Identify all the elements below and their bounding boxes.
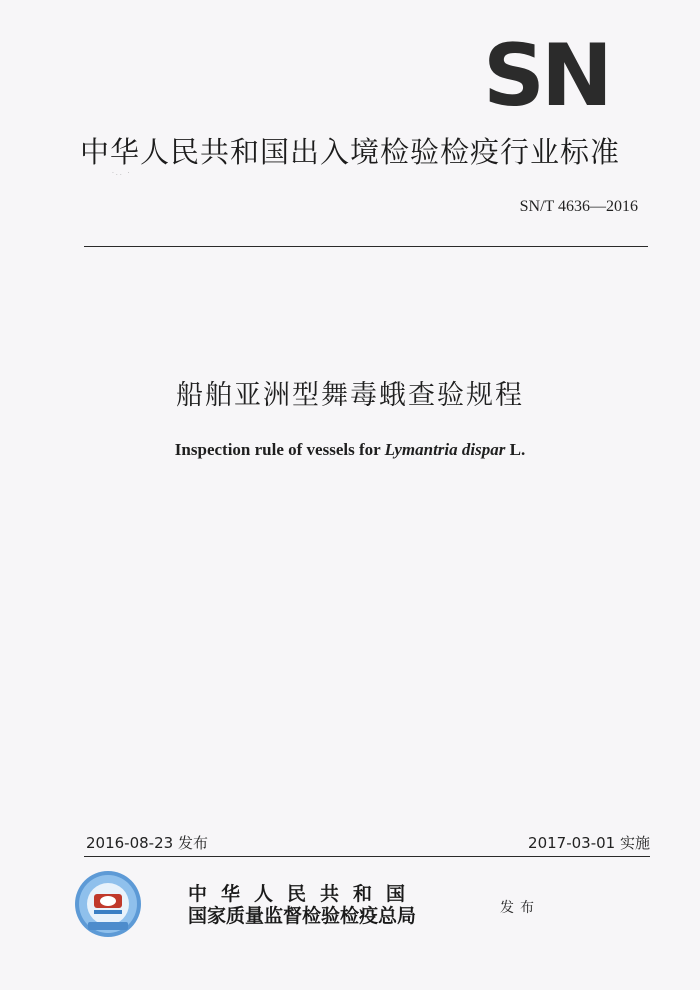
publish-label: 发布 <box>500 900 540 916</box>
english-title <box>0 440 700 460</box>
sn-logo-text: SN <box>483 37 609 113</box>
scan-artifact: ·.. · <box>112 170 132 177</box>
issuer-agency: 国家质量监督检验检疫总局 <box>188 905 417 927</box>
sn-logo <box>476 37 616 113</box>
chinese-title: 船舶亚洲型舞毒蛾查验规程 <box>176 380 524 411</box>
standard-number: SN/T 4636—2016 <box>519 198 638 215</box>
issuer-block <box>188 884 488 928</box>
footer-divider <box>84 856 650 857</box>
implementation-date: 2017-03-01 实施 <box>528 834 650 852</box>
anti-counterfeit-seal-icon <box>74 870 142 938</box>
header-divider <box>84 246 648 247</box>
english-title-prefix: Inspection rule of vessels for <box>174 440 385 459</box>
issue-date: 2016-08-23 发布 <box>86 834 208 852</box>
english-title-species: Lymantria dispar <box>384 440 506 459</box>
english-title-suffix: L. <box>505 440 526 459</box>
industry-standard-title: 中华人民共和国出入境检验检疫行业标准 <box>79 135 620 169</box>
issuer-country: 中华人民共和国 <box>188 883 420 905</box>
